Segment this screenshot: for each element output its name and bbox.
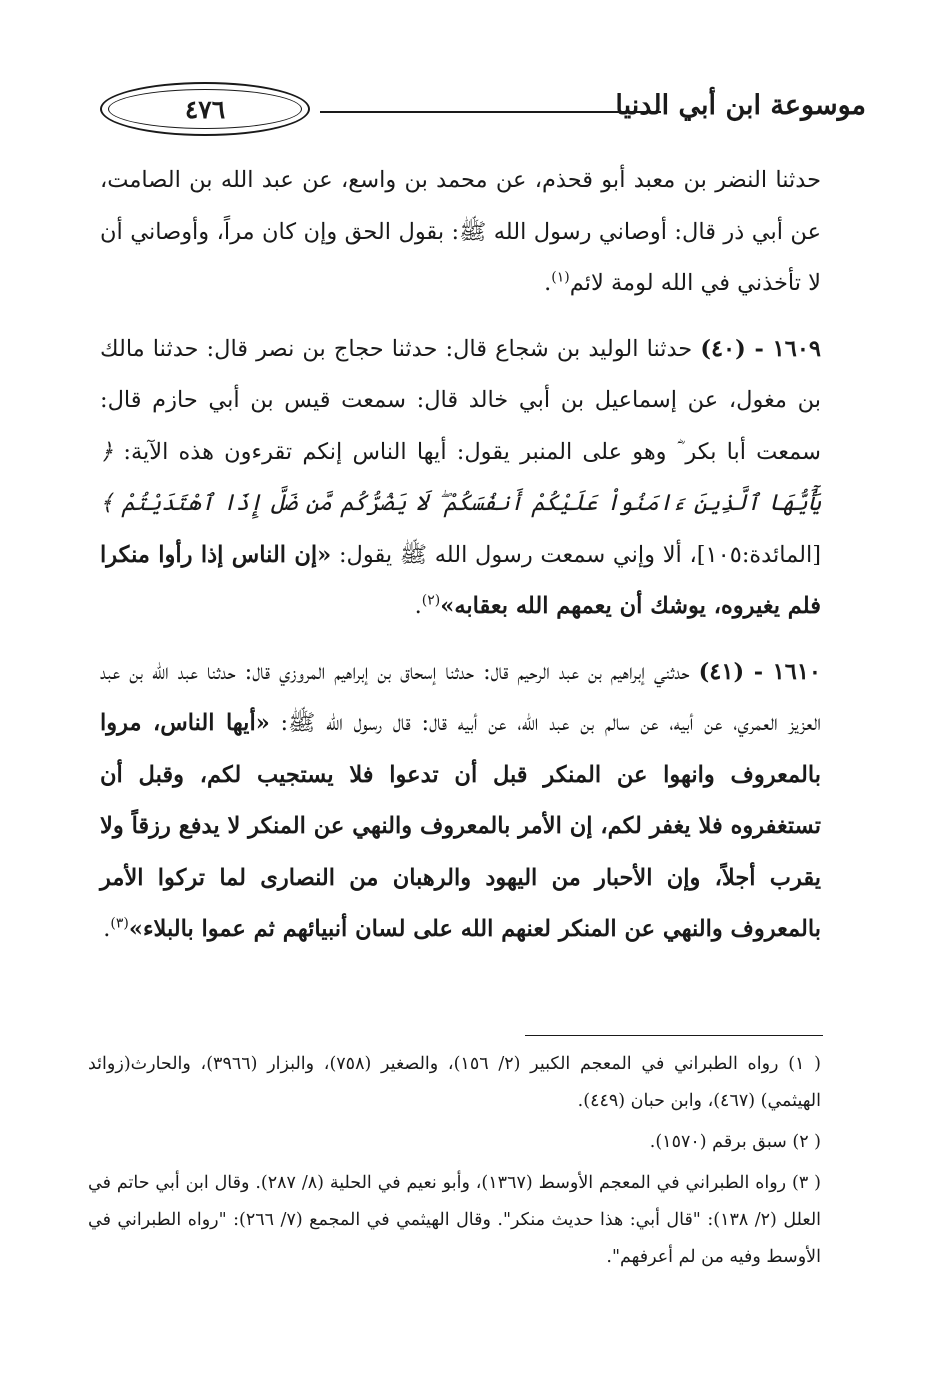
hadith-number: ١٦١٠ - (٤١)	[698, 658, 821, 685]
footnote-marker: (٢)	[421, 592, 441, 609]
hadith-number: ١٦٠٩ - (٤٠)	[700, 335, 821, 362]
isnad-text: حدثني إبراهيم بن عبد الرحيم قال: حدثنا إسحاق بن إبراهيم المروزي قال: حدثنا عبد الله بن عبد العزيز العمري، عن أبيه، عن سالم بن عبد الله، عن أبيه قال: قال رسول الله ﷺ:	[100, 658, 821, 736]
footnote-2: ( ٢) سبق برقم (١٥٧٠).	[649, 1132, 821, 1152]
hadith-text: «أيها الناس، مروا بالمعروف وانهوا عن المنكر قبل أن تدعوا فلا يستجيب لكم، وقبل أن تستغفروه فلا يغفر لكم، إن الأمر بالمعروف والنهي عن المنكر لا يدفع رزقاً ولا يقرب أجلاً، وإن الأحبار من اليهود والرهبان من النصارى لما تركوا الأمر بالمعروف والنهي عن المنكر لعنهم الله على لسان أنبيائهم ثم عموا بالبلاء»	[100, 710, 821, 942]
page-number: ٤٧٦	[184, 94, 226, 124]
paragraph-continuation: حدثنا النضر بن معبد أبو قحذم، عن محمد بن واسع، عن عبد الله بن الصامت، عن أبي ذر قال: أوصاني رسول الله ﷺ: بقول الحق وإن كان مراً، وأوصاني أن لا تأخذني في الله لومة لائم$^{(١)}$.	[100, 167, 821, 296]
footnote-marker: (١)	[551, 269, 570, 286]
isnad-text: حدثنا الوليد بن شجاع قال: حدثنا حجاج بن نصر قال: حدثنا مالك بن مغول، عن إسماعيل بن أبي خالد قال: سمعت قيس بن أبي حازم قال: سمعت أبا بكر ؓ وهو على المنبر يقول: أيها الناس إنكم تقرءون هذه الآية:	[100, 335, 821, 465]
hadith-text: «إن الناس إذا رأوا منكرا فلم يغيروه، يوشك أن يعمهم الله بعقابه»	[100, 541, 821, 619]
quran-verse: ﴿ يَٰٓأَيُّهَا ٱلَّذِينَ ءَامَنُواْ عَلَيْكُمْ أَنفُسَكُمْ ۖ لَا يَضُرُّكُم مَّن ضَلَّ إِذَا ٱهْتَدَيْتُمْ ﴾	[100, 438, 821, 516]
footnotes	[88, 1046, 821, 1280]
page-header	[100, 82, 866, 142]
hadith-paragraph-1610: ١٦١٠ - (٤١) حدثني إبراهيم بن عبد الرحيم قال: حدثنا إسحاق بن إبراهيم المروزي قال: حدثنا عبد الله بن عبد العزيز العمري، عن أبيه، عن سالم بن عبد الله، عن أبيه قال: قال رسول الله ﷺ: «أيها الناس، مروا بالمعروف وانهوا عن المنكر قبل أن تدعوا فلا يستجيب لكم، وقبل أن تستغفروه فلا يغفر لكم، إن الأمر بالمعروف والنهي عن المنكر لا يدفع رزقاً ولا يقرب أجلاً، وإن الأحبار من اليهود والرهبان من النصارى لما تركوا الأمر بالمعروف والنهي عن المنكر لعنهم الله على لسان أنبيائهم ثم عموا بالبلاء»$^{(٣)}$.	[100, 658, 821, 942]
text-line: حدثنا النضر بن معبد أبو قحذم، عن محمد بن واسع، عن عبد الله بن الصامت،	[100, 167, 821, 193]
footnote-1: ( ١) رواه الطبراني في المعجم الكبير (٢/ ١٥٦)، والصغير (٧٥٨)، والبزار (٣٩٦٦)، والحارث(زوائد الهيثمي) (٤٦٧)، وابن حبان (٤٤٩).	[88, 1054, 821, 1111]
text-line: عن أبي ذر قال: أوصاني رسول الله ﷺ: بقول الحق وإن كان مراً، وأوصاني أن لا	[100, 218, 821, 296]
book-title: موسوعة ابن أبي الدنيا	[615, 90, 866, 121]
hadith-paragraph-1609: ١٦٠٩ - (٤٠) حدثنا الوليد بن شجاع قال: حدثنا حجاج بن نصر قال: حدثنا مالك بن مغول، عن إسماعيل بن أبي خالد قال: سمعت قيس بن أبي حازم قال: سمعت أبا بكر ؓ وهو على المنبر يقول: أيها الناس إنكم تقرءون هذه الآية: ﴿ يَٰٓأَيُّهَا ٱلَّذِينَ ءَامَنُواْ عَلَيْكُمْ أَنفُسَكُمْ ۖ لَا يَضُرُّكُم مَّن ضَلَّ إِذَا ٱهْتَدَيْتُمْ ﴾ [المائدة:١٠٥]، ألا وإني سمعت رسول الله ﷺ يقول: «إن الناس إذا رأوا منكرا فلم يغيروه، يوشك أن يعمهم الله بعقابه»$^{(٢)}$.	[100, 335, 822, 619]
footnote-marker: (٣)	[110, 915, 129, 932]
verse-reference: [المائدة:١٠٥]، ألا وإني سمعت رسول الله ﷺ يقول:	[331, 541, 822, 568]
page-number-oval	[100, 82, 310, 136]
main-text	[100, 155, 821, 956]
header-rule	[320, 111, 661, 113]
footnote-3: ( ٣) رواه الطبراني في المعجم الأوسط (١٣٦٧)، وأبو نعيم في الحلية (٨/ ٢٨٧). وقال ابن أبي حاتم في العلل (٢/ ١٣٨): "قال أبي: هذا حديث منكر". وقال الهيثمي في المجمع (٧/ ٢٦٦): "رواه الطبراني في الأوسط وفيه من لم أعرفهم".	[88, 1173, 822, 1267]
text-line: تأخذني في الله لومة لائم	[569, 270, 801, 296]
footnote-separator	[525, 1035, 823, 1036]
